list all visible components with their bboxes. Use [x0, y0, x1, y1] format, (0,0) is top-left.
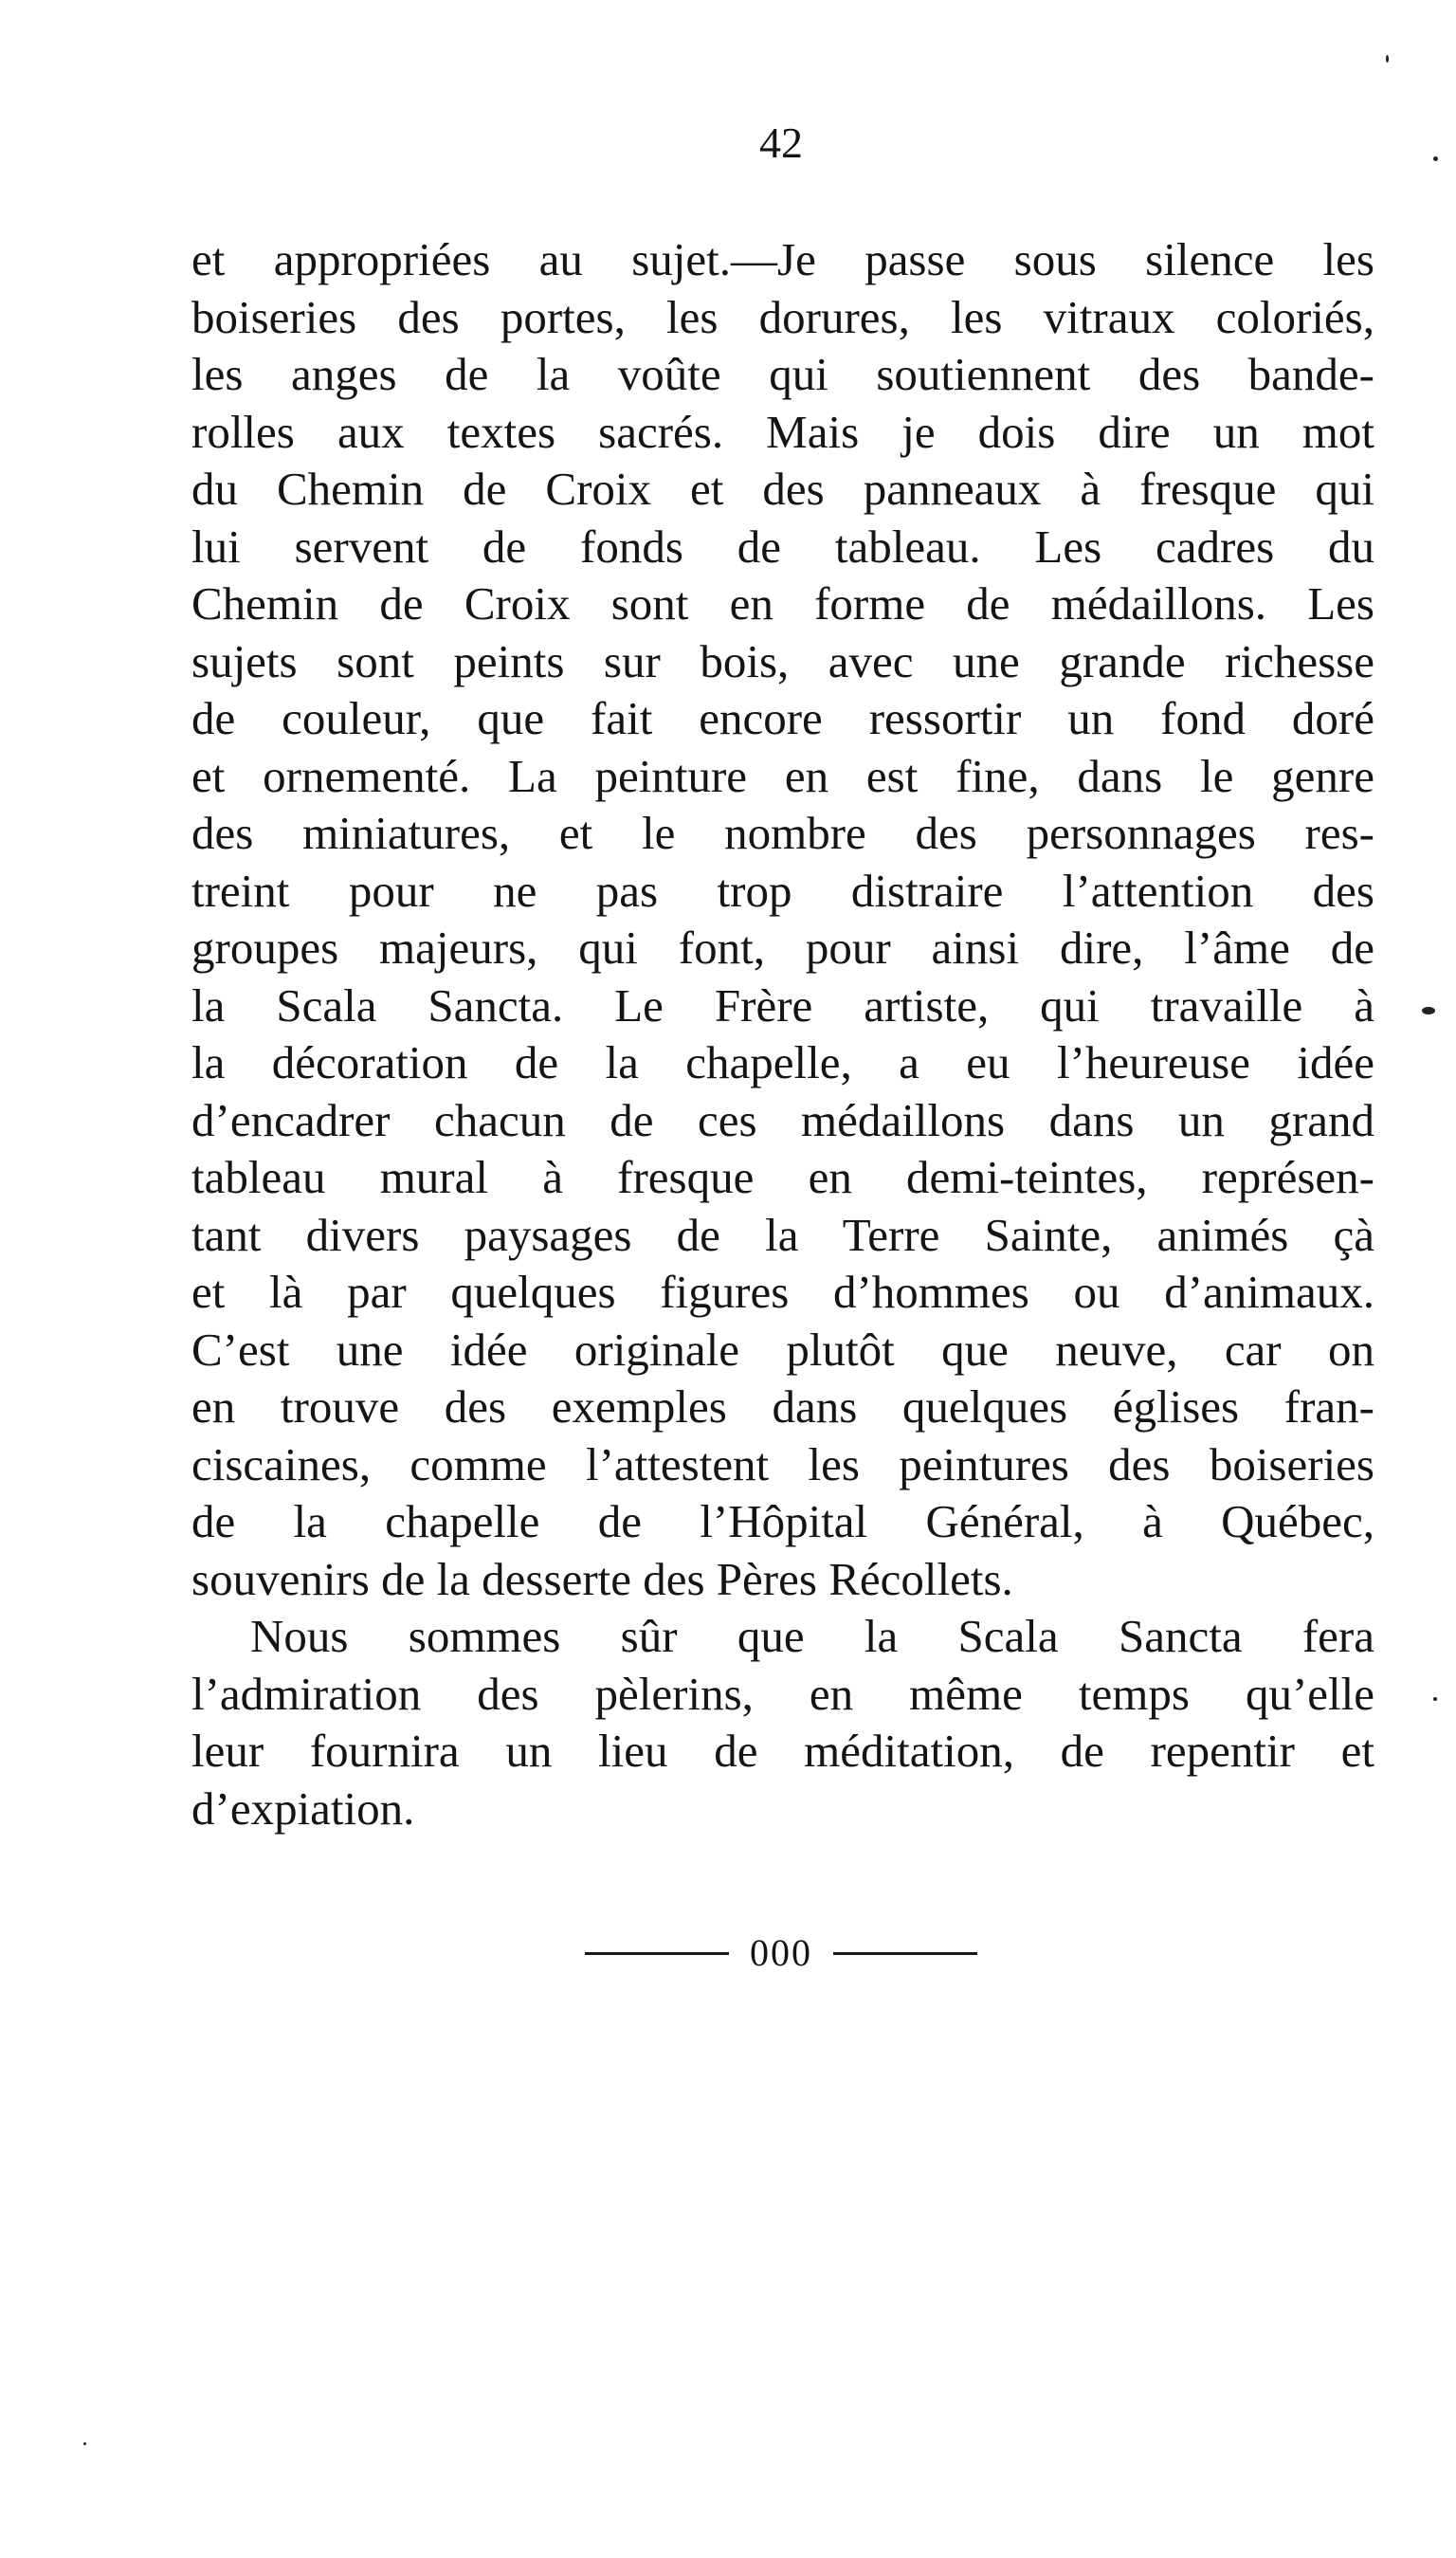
text-line: rolles aux textes sacrés. Mais je dois dire un mot [191, 405, 1374, 458]
text-line: des miniatures, et le nombre des personnages res- [191, 807, 1374, 859]
text-line: en trouve des exemples dans quelques églises fran- [191, 1380, 1374, 1433]
text-line: tableau mural à fresque en demi-teintes, représen- [191, 1151, 1374, 1203]
separator-ornament: 000 [750, 1931, 812, 1974]
text-line: les anges de la voûte qui soutiennent des bande- [191, 348, 1374, 400]
text-line: du Chemin de Croix et des panneaux à fresque qui [191, 463, 1374, 515]
body-text [191, 231, 1374, 1837]
text-line: et ornementé. La peinture en est fine, dans le genre [191, 749, 1374, 802]
text-line: groupes majeurs, qui font, pour ainsi dire, l’âme de [191, 922, 1374, 974]
scan-speck [1386, 55, 1389, 63]
text-line: et là par quelques figures d’hommes ou d’animaux. [191, 1266, 1374, 1318]
scan-speck [1422, 1007, 1435, 1014]
text-line: et appropriées au sujet.—Je passe sous silence les [191, 233, 1374, 285]
page-number: 42 [759, 119, 803, 167]
text-line: lui servent de fonds de tableau. Les cadres du [191, 520, 1374, 573]
text-line: tant divers paysages de la Terre Sainte, animés çà [191, 1208, 1374, 1261]
text-line: souvenirs de la desserte des Pères Récollets. [191, 1552, 1013, 1605]
text-line: la Scala Sancta. Le Frère artiste, qui travaille à [191, 978, 1374, 1032]
scan-speck [1433, 156, 1438, 161]
text-line: d’encadrer chacun de ces médaillons dans un grand [191, 1093, 1374, 1146]
text-line: leur fournira un lieu de méditation, de repentir et [191, 1725, 1374, 1777]
scan-speck [83, 2442, 86, 2445]
scan-speck [1433, 1697, 1437, 1701]
text-line: sujets sont peints sur bois, avec une grande richesse [191, 634, 1374, 687]
text-line: de couleur, que fait encore ressortir un fond doré [191, 692, 1374, 744]
text-line: C’est une idée originale plutôt que neuve, car on [191, 1323, 1374, 1376]
text-line: d’expiation. [191, 1781, 415, 1835]
text-line: boiseries des portes, les dorures, les vitraux coloriés, [191, 290, 1374, 343]
text-line: treint pour ne pas trop distraire l’attention des [191, 864, 1374, 917]
text-line: Chemin de Croix sont en forme de médaillons. Les [191, 577, 1374, 630]
text-line: ciscaines, comme l’attestent les peintures des boiseries [191, 1437, 1374, 1490]
section-separator [0, 1931, 1456, 1974]
text-line: de la chapelle de l’Hôpital Général, à Québec, [191, 1495, 1374, 1547]
text-line: Nous sommes sûr que la Scala Sancta fera [250, 1610, 1374, 1662]
text-line: l’admiration des pèlerins, en même temps qu’elle [191, 1667, 1374, 1720]
separator-rule-right [833, 1952, 977, 1955]
text-line: la décoration de la chapelle, a eu l’heureuse idée [191, 1036, 1374, 1088]
separator-rule-left [585, 1952, 729, 1955]
